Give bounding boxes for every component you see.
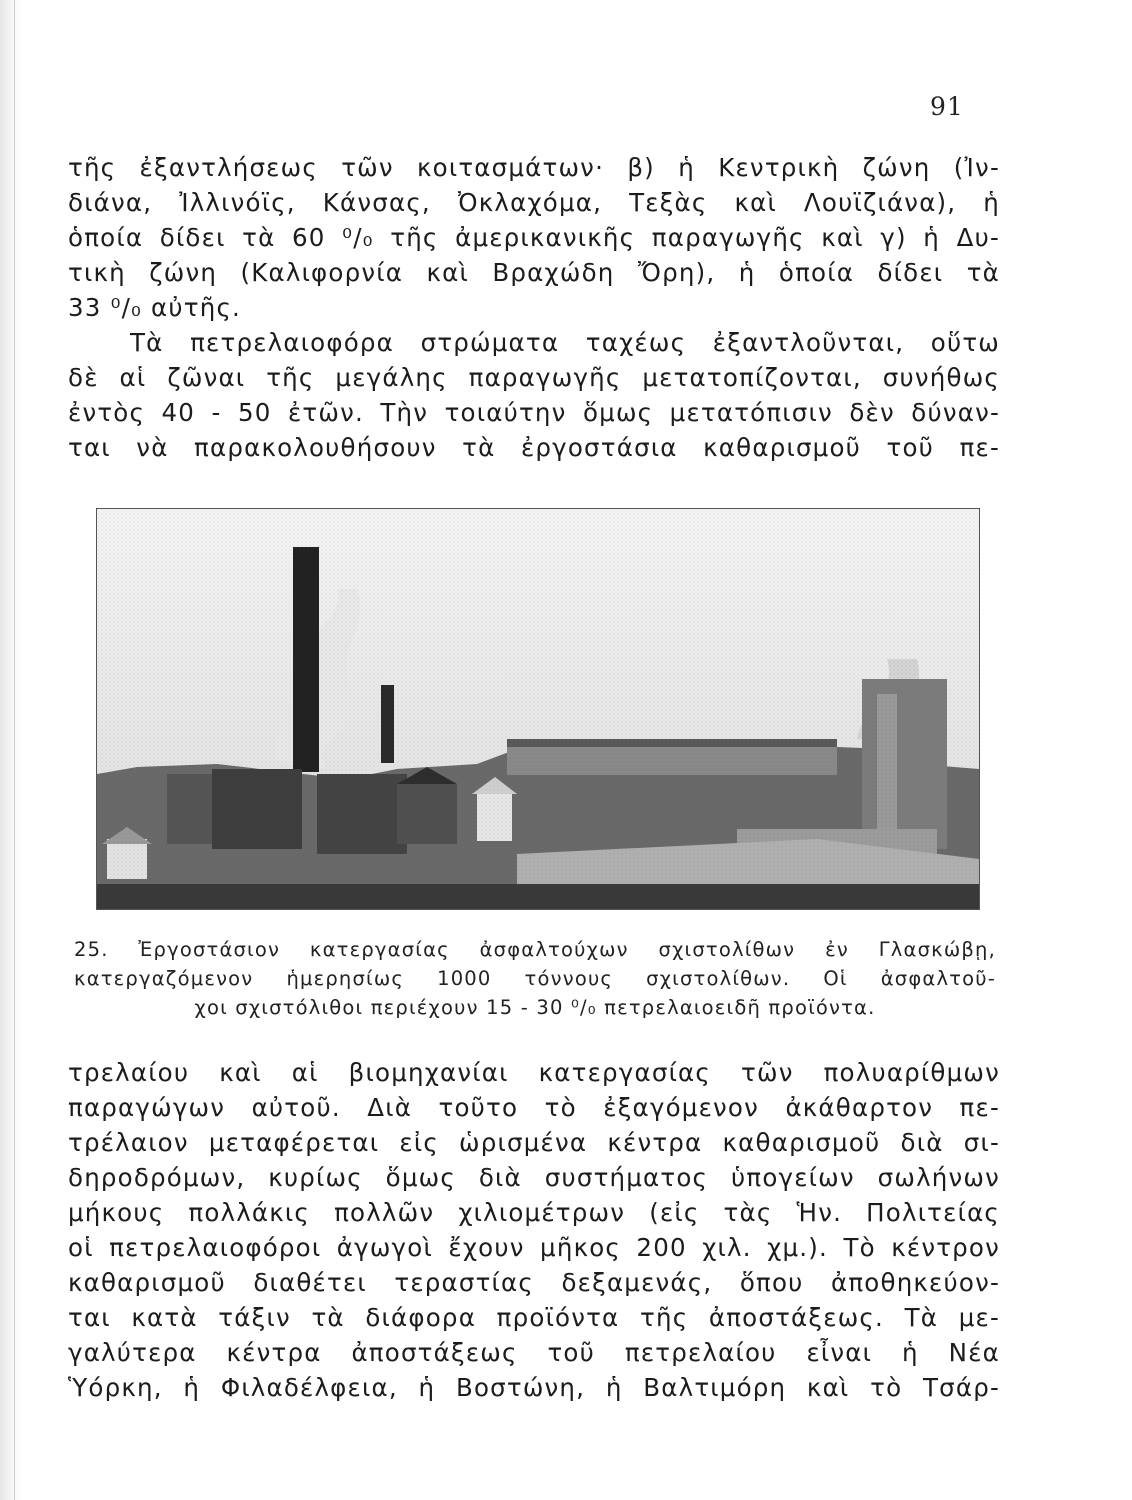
text-line: παραγώγων αὐτοῦ. Διὰ τοῦτο τὸ ἐξαγόμενον ἀκάθαρτον πε- bbox=[68, 1093, 1000, 1122]
text-line: ται νὰ παρακολουθήσουν τὰ ἐργοστάσια καθαρισμοῦ τοῦ πε- bbox=[68, 433, 1000, 462]
text-line: τρέλαιον μεταφέρεται εἰς ὡρισμένα κέντρα καθαρισμοῦ διὰ σι- bbox=[68, 1128, 1000, 1157]
body-text-bottom bbox=[68, 1055, 1000, 1405]
page-number: 91 bbox=[930, 92, 964, 121]
text-line: ἐντὸς 40 - 50 ἐτῶν. Τὴν τοιαύτην ὅμως μετατόπισιν δὲν δύναν- bbox=[68, 398, 1000, 427]
text-line: Τὰ πετρελαιοφόρα στρώματα ταχέως ἐξαντλοῦνται, οὕτω bbox=[130, 328, 1000, 357]
text-line: καθαρισμοῦ διαθέτει τεραστίας δεξαμενάς, ὅπου ἀποθηκεύον- bbox=[68, 1268, 1000, 1297]
text-line: ὁποία δίδει τὰ 60 ⁰/₀ τῆς ἀμερικανικῆς παραγωγῆς καὶ γ) ἡ Δυ- bbox=[68, 223, 1000, 252]
text-line: οἱ πετρελαιοφόροι ἀγωγοὶ ἔχουν μῆκος 200 χιλ. χμ.). Τὸ κέντρον bbox=[68, 1233, 1000, 1262]
caption-line: κατεργαζόμενον ἡμερησίως 1000 τόννους σχιστολίθων. Οἱ ἀσφαλτοῦ- bbox=[74, 967, 996, 990]
figure-caption bbox=[74, 935, 996, 1022]
factory-photograph bbox=[96, 508, 980, 910]
text-line: 33 ⁰/₀ αὐτῆς. bbox=[68, 293, 242, 322]
caption-line: 25. Ἐργοστάσιον κατεργασίας ἀσφαλτούχων σχιστολίθων ἐν Γλασκώβῃ, bbox=[74, 938, 996, 961]
text-line: δὲ αἱ ζῶναι τῆς μεγάλης παραγωγῆς μετατοπίζονται, συνήθως bbox=[68, 363, 1000, 392]
text-line: Ὑόρκη, ἡ Φιλαδέλφεια, ἡ Βοστώνη, ἡ Βαλτιμόρη καὶ τὸ Τσάρ- bbox=[68, 1373, 1000, 1402]
caption-line: χοι σχιστόλιθοι περιέχουν 15 - 30 ⁰/₀ πετρελαιοειδῆ προϊόντα. bbox=[194, 996, 876, 1019]
text-line: τικὴ ζώνη (Καλιφορνία καὶ Βραχώδη Ὄρη), ἡ ὁποία δίδει τὰ bbox=[68, 258, 1000, 287]
text-line: τρελαίου καὶ αἱ βιομηχανίαι κατεργασίας τῶν πολυαρίθμων bbox=[68, 1058, 1000, 1087]
page-edge-shadow bbox=[0, 0, 22, 1500]
page-edge-line bbox=[14, 0, 15, 1500]
text-line: δηροδρόμων, κυρίως ὅμως διὰ συστήματος ὑπογείων σωλήνων bbox=[68, 1163, 1000, 1192]
body-text-top bbox=[68, 150, 1000, 465]
text-line: γαλύτερα κέντρα ἀποστάξεως τοῦ πετρελαίου εἶναι ἡ Νέα bbox=[68, 1338, 1000, 1367]
text-line: μήκους πολλάκις πολλῶν χιλιομέτρων (εἰς τὰς Ἡν. Πολιτείας bbox=[68, 1198, 1000, 1227]
text-line: διάνα, Ἰλλινόϊς, Κάνσας, Ὀκλαχόμα, Τεξὰς καὶ Λουϊζιάνα), ἡ bbox=[68, 188, 1000, 217]
text-line: τῆς ἐξαντλήσεως τῶν κοιτασμάτων· β) ἡ Κεντρικὴ ζώνη (Ἰν- bbox=[68, 153, 1000, 182]
text-line: ται κατὰ τάξιν τὰ διάφορα προϊόντα τῆς ἀποστάξεως. Τὰ με- bbox=[68, 1303, 1000, 1332]
